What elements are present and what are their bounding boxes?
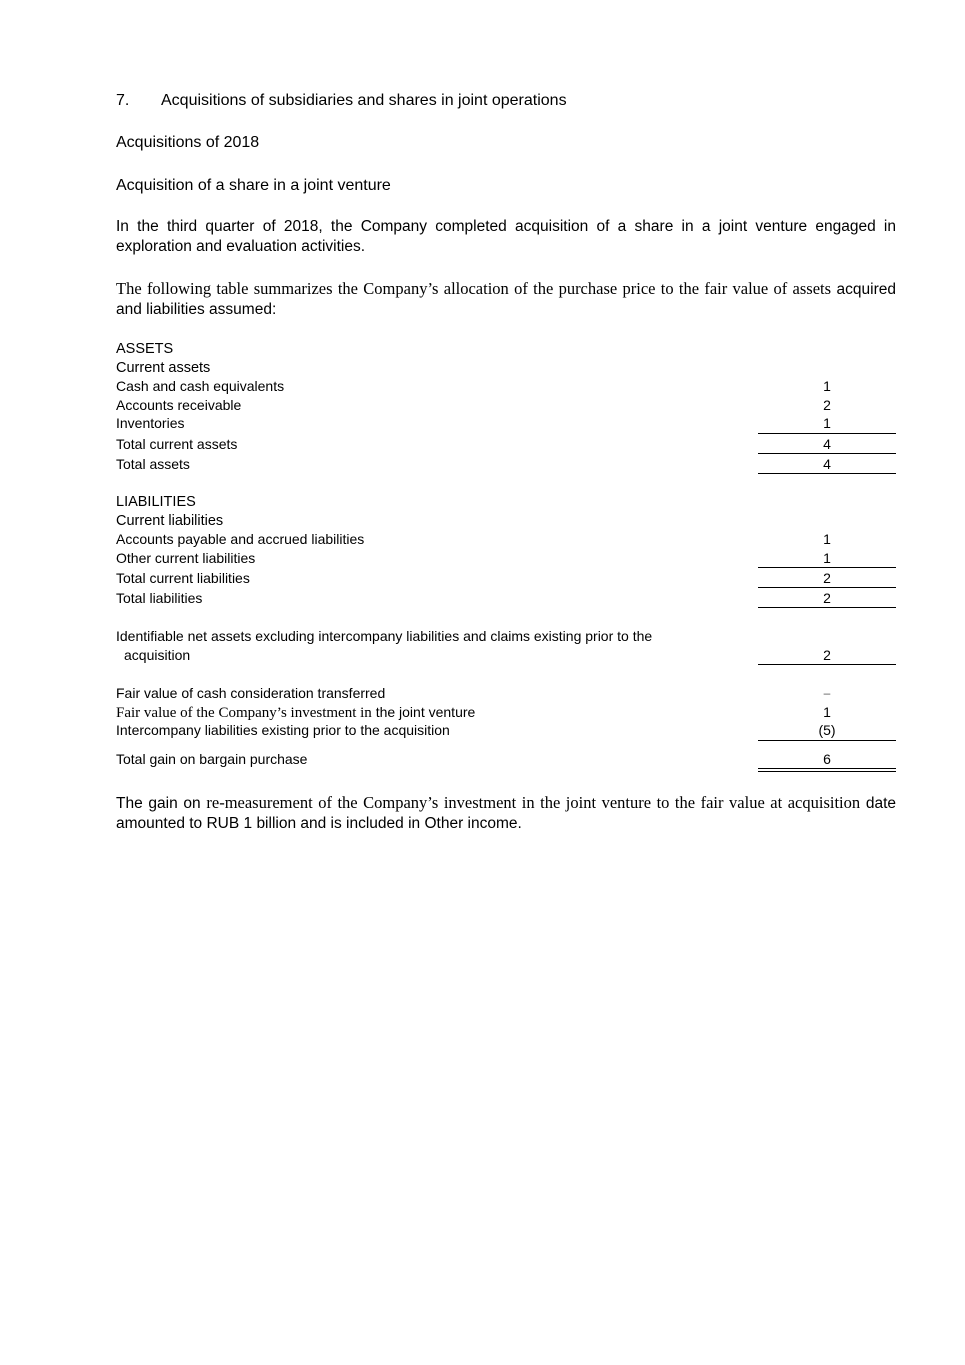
- row-value: 2: [823, 397, 831, 413]
- table-row: [116, 684, 896, 703]
- allocation-paragraph: [116, 279, 896, 320]
- row-label: Total current liabilities: [116, 570, 250, 586]
- row-value: 1: [823, 415, 831, 431]
- allocation-text-rest: acquired and liabilities assumed:: [116, 281, 897, 318]
- row-label: Total gain on bargain purchase: [116, 751, 308, 767]
- underline: [758, 567, 896, 568]
- row-label: Fair value of cash consideration transferred: [116, 685, 386, 701]
- total-row: [116, 455, 896, 474]
- current-liabilities-header: [116, 512, 896, 531]
- subtotal-row: [116, 435, 896, 454]
- current-assets-header-label: Current assets: [116, 360, 211, 376]
- row-label: Cash and cash equivalents: [116, 378, 285, 394]
- subtotal-row: [116, 569, 896, 588]
- table-row: [116, 703, 896, 722]
- row-value: (5): [818, 722, 836, 738]
- row-value: 2: [823, 570, 831, 586]
- row-value: 6: [823, 751, 831, 767]
- row-label: Inventories: [116, 415, 185, 431]
- table-row: [116, 377, 896, 396]
- underline: [758, 664, 896, 665]
- row-label: Total current assets: [116, 436, 238, 452]
- liabilities-header-label: LIABILITIES: [116, 494, 196, 510]
- subtitle: Acquisitions of 2018: [116, 134, 260, 151]
- row-value: 1: [823, 531, 831, 547]
- total-row: [116, 589, 896, 608]
- liabilities-header: [116, 493, 896, 512]
- note-title: Acquisitions of subsidiaries and shares in joint operations: [161, 92, 567, 109]
- row-label: Accounts receivable: [116, 397, 242, 413]
- underline: [758, 587, 896, 588]
- note-number: 7.: [116, 92, 130, 109]
- underline: [758, 453, 896, 454]
- closing-text-lead: The gain on: [116, 795, 201, 812]
- grand-total-row: [116, 750, 896, 769]
- double-underline: [758, 768, 896, 772]
- underline: [758, 473, 896, 474]
- row-label: Identifiable net assets excluding intercompany liabilities and claims existing prior to the: [116, 628, 653, 644]
- current-liabilities-header-label: Current liabilities: [116, 513, 224, 529]
- underline: [758, 607, 896, 608]
- closing-text-rest: date amounted to RUB 1 billion and is included in Other income.: [116, 795, 897, 832]
- table-row: [116, 396, 896, 415]
- row-value: 1: [823, 550, 831, 566]
- underline: [758, 433, 896, 434]
- underline: [758, 740, 896, 741]
- row-label: [116, 703, 475, 723]
- assets-header-label: ASSETS: [116, 341, 174, 357]
- row-label: Intercompany liabilities existing prior to the acquisition: [116, 722, 450, 738]
- row-value: 2: [823, 647, 831, 663]
- table-row: [116, 530, 896, 549]
- allocation-text-serif: The following table summarizes the Company’s allocation of the purchase price to the fair value of assets: [116, 279, 832, 298]
- row-label: Total assets: [116, 456, 190, 472]
- table-row: [116, 549, 896, 568]
- row-value: 4: [823, 436, 831, 452]
- intro-paragraph: In the third quarter of 2018, the Company completed acquisition of a share in a joint venture engaged in exploration and evaluation activities.: [116, 218, 896, 255]
- net-assets-row-line1: [116, 627, 896, 646]
- row-label: Accounts payable and accrued liabilities: [116, 531, 365, 547]
- row-value: 1: [823, 704, 831, 720]
- row-value: 1: [823, 378, 831, 394]
- row-label-serif: Fair value of the Company’s investment in: [116, 705, 372, 721]
- row-label-rest: the joint venture: [375, 704, 476, 720]
- document-page: [116, 0, 896, 1365]
- closing-text-serif: re-measurement of the Company’s investment in the joint venture to the fair value at acquisition: [206, 793, 861, 812]
- closing-paragraph: [116, 793, 896, 834]
- row-value: 4: [823, 456, 831, 472]
- current-assets-header: [116, 359, 896, 378]
- table-row: [116, 721, 896, 740]
- row-label: Other current liabilities: [116, 550, 256, 566]
- row-value: 2: [823, 590, 831, 606]
- row-label: Total liabilities: [116, 590, 203, 606]
- row-label: acquisition: [124, 647, 191, 663]
- row-value: –: [823, 686, 831, 700]
- section-heading: Acquisition of a share in a joint venture: [116, 177, 391, 194]
- table-row: [116, 414, 896, 433]
- net-assets-row: [116, 646, 896, 665]
- assets-header: [116, 340, 896, 359]
- note-heading: [116, 92, 567, 110]
